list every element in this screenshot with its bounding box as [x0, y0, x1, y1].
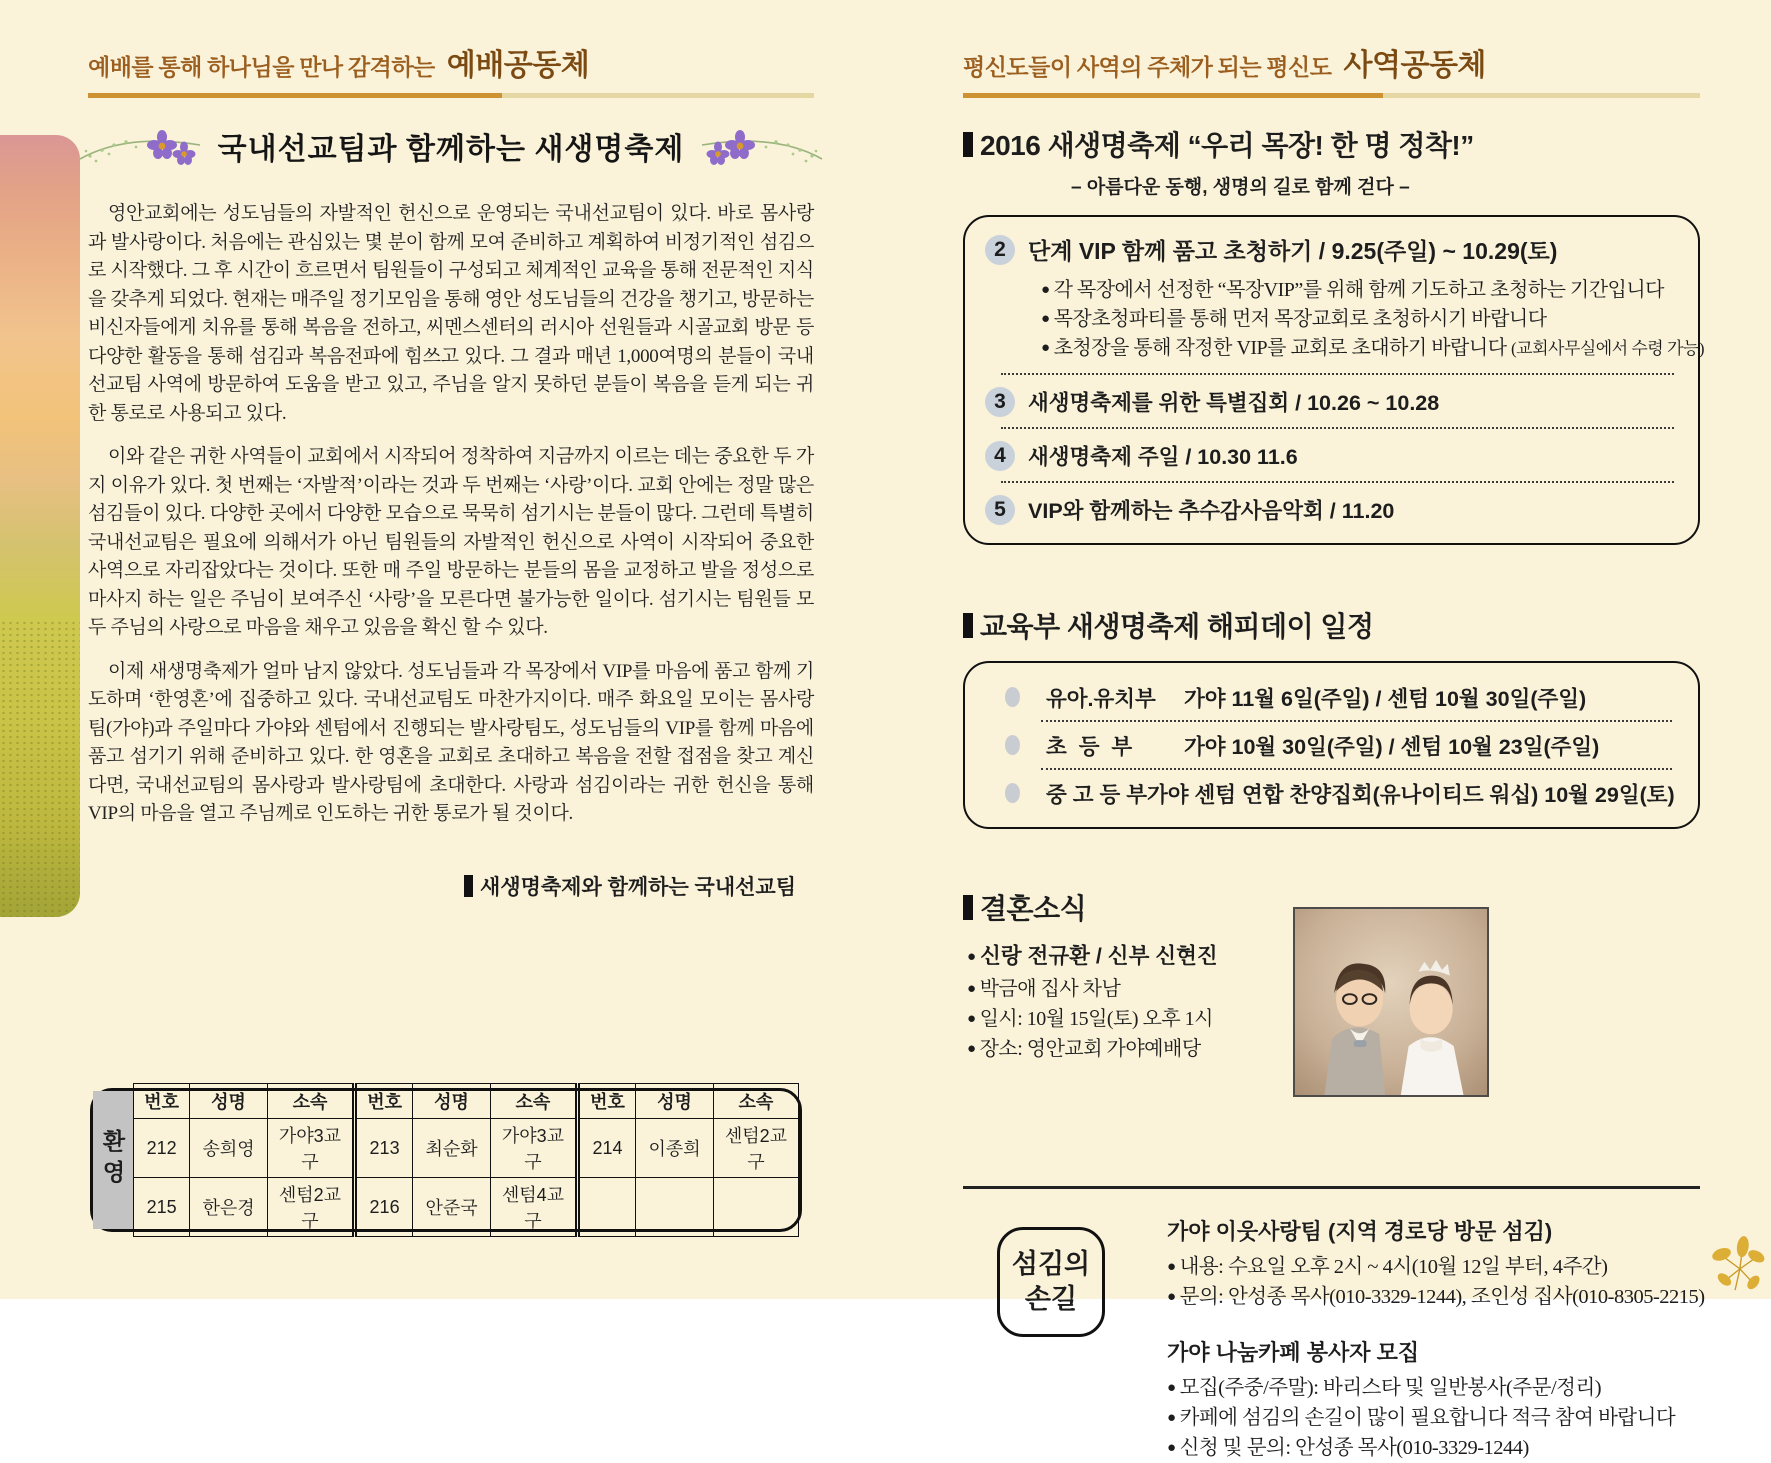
step-number-badge: 3	[985, 387, 1015, 417]
oval-bullet-icon	[1005, 687, 1020, 707]
step-row: 5 VIP와 함께하는 추수감사음악회 / 11.20	[985, 494, 1676, 525]
table-row: 212 송희영 가야3교구 213 최순화 가야3교구 214 이종희 센텀2교구	[134, 1119, 799, 1178]
festival-section-title: 2016 새생명축제 “우리 목장! 한 명 정착!”	[963, 124, 1700, 164]
step-bullet: ● 초청장을 통해 작정한 VIP를 교회로 초대하기 바랍니다 (교회사무실에서 수령 가능)	[1041, 337, 1704, 359]
right-strap-text: 평신도들이 사역의 주체가 되는 평신도	[963, 55, 1332, 80]
left-strap-header	[88, 40, 814, 98]
step-number-badge: 5	[985, 495, 1015, 525]
byline-bar-icon	[464, 875, 473, 897]
bullet-dot-icon: ●	[967, 1041, 976, 1057]
right-strap-emphasis: 사역공동체	[1343, 49, 1486, 82]
wedding-section	[963, 887, 1700, 1064]
article-paragraph: 영안교회에는 성도님들의 자발적인 헌신으로 운영되는 국내선교팀이 있다. 바로 몸사랑과 발사랑이다. 처음에는 관심있는 몇 분이 함께 모여 준비하고 계획하여 비정기적인 섬김으로 시작했다. 그 후 시간이 흐르면서 팀원들이 구성되고 체계적인 교육을 통해 전문적인 지식을 갖추게 되었다. 현재는 매주일 정기모임을 통해 영안 성도님들의 건강을 챙기고, 방문하는 비신자들에게 치유를 통해 복음을 전하고, 씨멘스센터의 러시아 선원들과 시골교회 방문 등 다양한 활동을 통해 섬김과 복음전파에 힘쓰고 있다. 그 결과 매년 1,000여명의 분들이 국내선교팀 사역에 방문하여 도움을 받고 있고, 주님을 알지 못하던 분들이 복음을 듣게 되는 귀한 통로로 사용되고 있다.	[88, 203, 814, 424]
service-bullet: ● 내용: 수요일 오후 2시 ~ 4시(10월 12일 부터, 4주간)	[1167, 1256, 1608, 1278]
service-bullet: ● 신청 및 문의: 안성종 목사(010-3329-1244)	[1167, 1437, 1529, 1459]
flower-vine-icon	[76, 123, 204, 169]
oval-bullet-icon	[1005, 735, 1020, 755]
dotted-divider	[1001, 373, 1674, 375]
bullet-dot-icon: ●	[967, 981, 976, 997]
dotted-divider	[1001, 427, 1674, 429]
article-paragraph: 이와 같은 귀한 사역들이 교회에서 시작되어 정착하여 지금까지 이르는 데는 중요한 두 가지 이유가 있다. 첫 번째는 ‘자발적’이라는 것과 두 번째는 ‘사랑’이다. 교회 안에는 정말 많은 섬김들이 있다. 다양한 곳에서 다양한 모습으로 묵묵히 섬기시는 분들이 많다. 그런데 특별히 국내선교팀은 필요에 의해서가 아닌 팀원들의 자발적인 헌신으로 사역이 시작되어 중요한 사역으로 자리잡았다는 것이다. 또한 매 주일 방문하는 분들의 몸을 교정하고 발을 정성으로 마사지 하는 일은 주님이 보여주신 ‘사랑’을 모른다면 불가능한 일이다. 섬기시는 팀원들 모두 주님의 사랑으로 마음을 채우고 있음을 확신 할 수 있다.	[88, 446, 814, 638]
education-row: 초 등 부 가야 10월 30일(주일) / 센텀 10월 23일(주일)	[989, 724, 1674, 766]
service-section	[963, 1215, 1705, 1463]
education-section-title: 교육부 새생명축제 해피데이 일정	[963, 605, 1700, 645]
article-title-row	[88, 120, 814, 172]
bullet-dot-icon: ●	[1167, 1259, 1176, 1275]
service-label-box: 섬김의 손길	[997, 1227, 1105, 1337]
step-bullet: ● 목장초청파티를 통해 먼저 목장교회로 초청하시기 바랍니다	[1041, 308, 1547, 330]
wedding-photo	[1293, 907, 1489, 1097]
dotted-divider	[1041, 768, 1672, 770]
service-bullet: ● 문의: 안성종 목사(010-3329-1244), 조인성 집사(010-8305-2215)	[1167, 1286, 1705, 1308]
step-number-badge: 4	[985, 441, 1015, 471]
section-bar-icon	[963, 613, 973, 638]
article-body	[88, 200, 814, 829]
section-bar-icon	[963, 895, 973, 920]
welcome-table	[133, 1083, 799, 1237]
sunset-field-photo	[0, 135, 80, 917]
bullet-dot-icon: ●	[1167, 1410, 1176, 1426]
welcome-table-box	[90, 1088, 802, 1232]
bullet-dot-icon: ●	[1167, 1289, 1176, 1305]
section-bar-icon	[963, 132, 973, 157]
service-group-heading: 가야 이웃사랑팀 (지역 경로당 방문 섬김)	[1167, 1219, 1553, 1244]
wedding-detail: ● 장소: 영안교회 가야예배당	[967, 1038, 1201, 1060]
wedding-section-title: 결혼소식	[963, 887, 1700, 927]
bullet-dot-icon: ●	[1041, 311, 1050, 327]
service-content	[1167, 1215, 1705, 1463]
table-header-row: 번호 성명 소속 번호 성명 소속 번호 성명 소속	[134, 1084, 799, 1119]
service-group	[1167, 1336, 1705, 1463]
bullet-dot-icon: ●	[1041, 340, 1050, 356]
step-row: 4 새생명축제 주일 / 10.30 11.6	[985, 440, 1676, 471]
step-row: 3 새생명축제를 위한 특별집회 / 10.26 ~ 10.28	[985, 386, 1676, 417]
page-title: 국내선교팀과 함께하는 새생명축제	[217, 133, 685, 166]
dotted-divider	[1001, 481, 1674, 483]
wedding-detail: ● 박금애 집사 차남	[967, 978, 1121, 1000]
article-paragraph: 이제 새생명축제가 얼마 남지 않았다. 성도님들과 각 목장에서 VIP를 마음에 품고 함께 기도하며 ‘한영혼’에 집중하고 있다. 국내선교팀도 마찬가지이다. 매주 화요일 모이는 몸사랑팀(가야)과 주일마다 가야와 센텀에서 진행되는 발사랑팀도, 성도님들의 VIP를 함께 마음에 품고 섬기기 위해 준비하고 있다. 한 영혼을 교회로 초대하고 복음을 전할 접점을 찾고 계신다면, 국내선교팀의 몸사랑과 발사랑팀에 초대한다. 사랑과 섬김이라는 귀한 헌신을 통해 VIP의 마음을 열고 주님께로 인도하는 귀한 통로가 될 것이다.	[88, 660, 814, 824]
step-bullet-note: (교회사무실에서 수령 가능)	[1511, 339, 1704, 358]
left-strap-text: 예배를 통해 하나님을 만나 감격하는	[88, 55, 435, 80]
bullet-dot-icon: ●	[1167, 1380, 1176, 1396]
step-row: 2 단계 VIP 함께 품고 초청하기 / 9.25(주일) ~ 10.29(토)	[985, 233, 1676, 266]
left-column	[88, 40, 814, 1231]
festival-subtitle: – 아름다운 동행, 생명의 길로 함께 걷다 –	[1071, 177, 1410, 198]
right-strap-header	[963, 40, 1700, 98]
oval-bullet-icon	[1005, 783, 1020, 803]
horizontal-rule	[963, 1186, 1700, 1189]
education-row: 중 고 등 부 가야 센텀 연합 찬양집회(유나이티드 워십) 10월 29일(토)	[989, 772, 1674, 814]
service-bullet: ● 모집(주중/주말): 바리스타 및 일반봉사(주문/정리)	[1167, 1377, 1602, 1399]
wedding-detail: ● 일시: 10월 15일(토) 오후 1시	[967, 1008, 1213, 1030]
service-bullet: ● 카페에 섬김의 손길이 많이 필요합니다 적극 참여 바랍니다	[1167, 1407, 1676, 1429]
service-group-heading: 가야 나눔카페 봉사자 모집	[1167, 1340, 1420, 1365]
education-row: 유아.유치부 가야 11월 6일(주일) / 센텀 10월 30일(주일)	[989, 676, 1674, 718]
gold-leaf-icon	[1708, 1236, 1766, 1294]
welcome-tab: 환영	[93, 1091, 133, 1229]
right-column	[963, 40, 1705, 1463]
purple-flower	[147, 130, 196, 165]
service-group	[1167, 1215, 1705, 1312]
left-strap-rule	[88, 93, 814, 98]
festival-steps-box	[963, 215, 1704, 545]
step-bullet-list	[1041, 276, 1704, 363]
step-number-badge: 2	[985, 235, 1015, 265]
right-strap-rule	[963, 93, 1700, 98]
bullet-dot-icon: ●	[967, 1011, 976, 1027]
dotted-divider	[1041, 720, 1672, 722]
bullet-dot-icon: ●	[967, 948, 977, 965]
step-bullet: ● 각 목장에서 선정한 “목장VIP”를 위해 함께 기도하고 초청하는 기간입니다	[1041, 279, 1665, 301]
education-schedule-box	[963, 661, 1700, 829]
table-row: 215 한은경 센텀2교구 216 안준국 센텀4교구	[134, 1178, 799, 1237]
bullet-dot-icon: ●	[1041, 282, 1050, 298]
wedding-couple: ● 신랑 전규환 / 신부 신현진	[967, 944, 1218, 968]
article-byline: 새생명축제와 함께하는 국내선교팀	[88, 871, 814, 901]
flower-vine-icon	[698, 123, 826, 169]
bullet-dot-icon: ●	[1167, 1440, 1176, 1456]
left-strap-emphasis: 예배공동체	[446, 49, 590, 82]
